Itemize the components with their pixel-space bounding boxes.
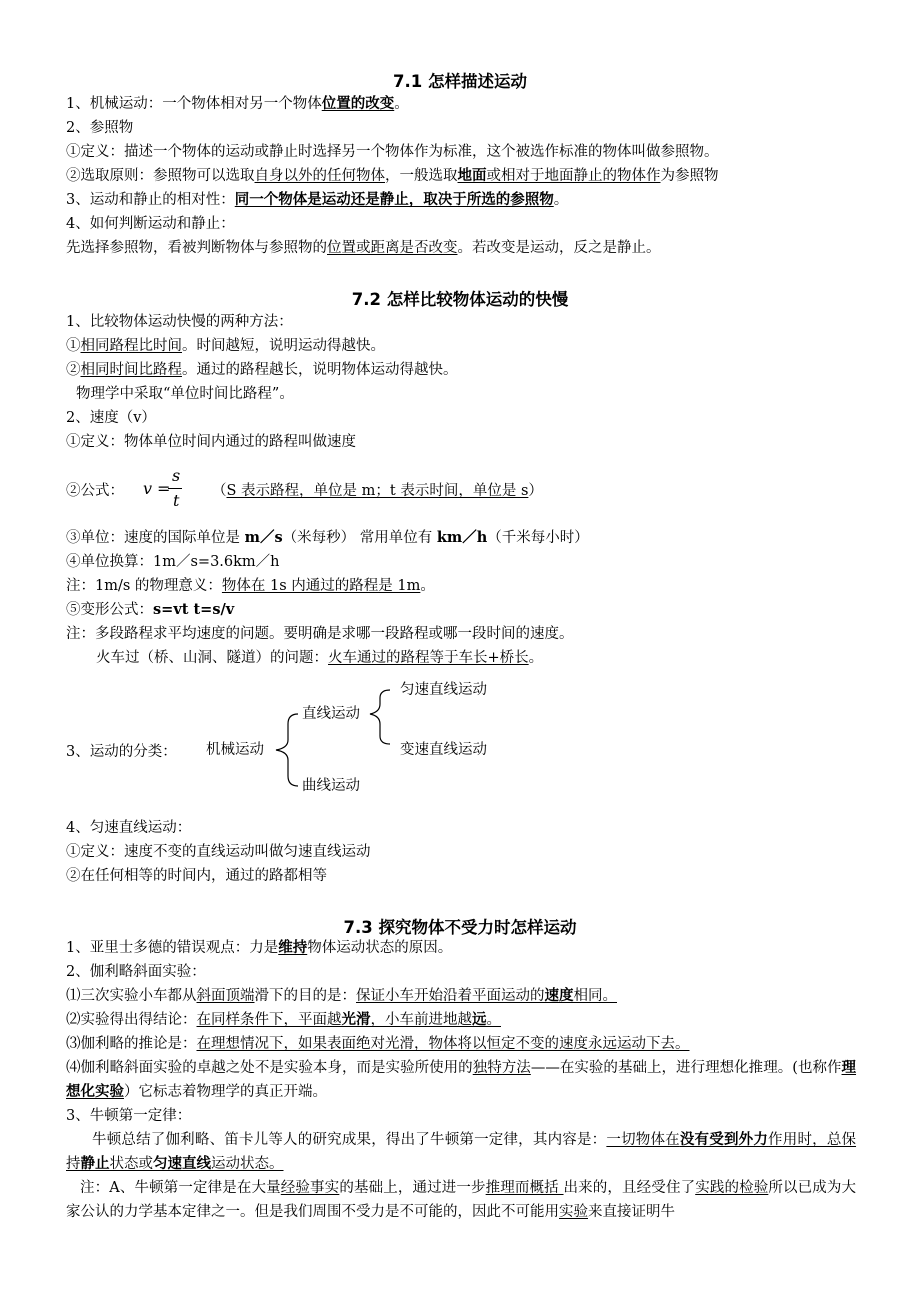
text: ⑤变形公式：	[66, 602, 153, 618]
s3-paragraph-6	[66, 1056, 856, 1104]
s2-line-1: 1、比较物体运动快慢的两种方法：	[66, 314, 293, 330]
key-phrase: 位置的改变	[321, 95, 395, 112]
key-phrase: 运动状态。	[211, 1156, 284, 1172]
text: ①	[66, 338, 81, 354]
text: （米每秒） 常用单位有	[282, 530, 437, 546]
text: ⑵实验得出得结论：	[66, 1012, 197, 1028]
key-phrase: 自身以外的任何物体	[254, 168, 385, 184]
s2-line-6: ①定义：物体单位时间内通过的路程叫做速度	[66, 434, 356, 450]
text: 物体运动状态的原因。	[307, 940, 453, 956]
text: ②选取原则：参照物可以选取	[66, 168, 255, 184]
text: 为参照物	[660, 168, 719, 184]
tree-label: 3、运动的分类：	[66, 744, 177, 760]
formula-v: v	[143, 479, 153, 498]
key-phrase: 维持	[278, 939, 308, 956]
key-phrase: 。	[486, 1012, 501, 1028]
key-phrase: 物体在 1s 内通过的路程是 1m	[221, 578, 421, 594]
s1-line-6: 4、如何判断运动和静止：	[66, 216, 235, 232]
key-phrase: 匀速直线	[153, 1155, 211, 1172]
key-phrase: 静止	[80, 1155, 110, 1172]
key-phrase: 推理而概括	[485, 1180, 564, 1196]
text: 滑下的目的是：	[254, 988, 356, 1004]
key-phrase: 在理想情况下，如果表面绝对光滑，物体将以恒定不变的速度永远运动下去。	[196, 1036, 690, 1052]
key-phrase: 理想化实验	[66, 1059, 857, 1100]
key-phrase: 实践的检验	[695, 1180, 769, 1196]
key-phrase: 相同时间比路程	[80, 362, 182, 378]
key-phrase: 保证小车开始沿着平面运动的	[356, 988, 545, 1004]
s3-paragraph-8	[66, 1128, 856, 1176]
text: 。	[394, 96, 409, 112]
text: ③单位：速度的国际单位是	[66, 530, 245, 546]
key-phrase: 位置或距离是否改变	[327, 240, 458, 256]
text: 。若改变是运动，反之是静止。	[457, 240, 661, 256]
formula-label: ②公式：	[66, 483, 124, 499]
text: 注：1m/s 的物理意义：	[66, 578, 222, 594]
key-phrase: 斜面顶端	[196, 988, 255, 1004]
key-phrase: 实验	[559, 1204, 588, 1220]
key-phrase: 或相对于	[486, 168, 545, 184]
text: ，一般选取	[385, 168, 458, 184]
key-phrase: 独特方法	[472, 1060, 531, 1076]
text: ⑷伽利略斜面实验的卓越之处不是实验本身，而是实验所使用的	[66, 1060, 473, 1076]
section-7-1-title: 7.1 怎样描述运动	[393, 72, 527, 91]
text: ⑶伽利略的推论是：	[66, 1036, 197, 1052]
text: 所以已成为大家公认的力学基本定律之一。但是我们周围不受力是不可能的，因此不可能用	[66, 1180, 857, 1220]
tree-straight: 直线运动	[302, 706, 360, 722]
text: 牛顿总结了伽利略、笛卡儿等人的研究成果，得出了牛顿第一定律，其内容是：	[92, 1132, 607, 1148]
s3-line-4	[66, 1010, 501, 1030]
text: 。时间越短，说明运动得越快。	[182, 338, 385, 354]
key-phrase: 同一个物体是运动还是静止，取决于所选的参照物	[234, 191, 554, 208]
s3-line-5	[66, 1034, 690, 1054]
text: ）	[528, 483, 543, 499]
text: 。	[420, 578, 435, 594]
s3-paragraph-9	[66, 1176, 856, 1224]
tree-root: 机械运动	[206, 742, 264, 758]
key-phrase: 状态或	[109, 1156, 153, 1172]
s3-line-1	[66, 938, 452, 958]
text: 火车过（桥、山洞、隧道）的问题：	[96, 650, 328, 666]
s1-line-3: ①定义：描述一个物体的运动或静止时选择另一个物体作为标准，这个被选作标准的物体叫做参照物。	[66, 144, 719, 160]
text: 。通过的路程越长，说明物体运动得越快。	[182, 362, 458, 378]
key-phrase: 一切物体在	[606, 1132, 680, 1148]
text: ——在实验的基础上，进行理想化推理。(也称作	[530, 1060, 842, 1076]
text: 先选择参照物，看被判断物体与参照物的	[66, 240, 327, 256]
text: 。	[528, 650, 544, 666]
s2-line-17: ②在任何相等的时间内，通过的路都相等	[66, 868, 327, 884]
text: 来直接证明牛	[588, 1204, 675, 1220]
text: （千米每小时）	[487, 530, 589, 546]
text: 3、运动和静止的相对性：	[66, 192, 235, 208]
key-phrase: 火车通过的路程等于车长+桥长	[328, 650, 529, 666]
key-phrase: 作用时，总保持	[66, 1132, 857, 1172]
tree-uniform: 匀速直线运动	[400, 682, 487, 698]
text: 出来的，且经受住了	[563, 1180, 696, 1196]
key-phrase: ，小车前进地越	[370, 1012, 472, 1028]
s2-line-4: 物理学中采取“单位时间比路程”。	[76, 386, 294, 402]
text: 。	[553, 192, 569, 208]
key-phrase: 经验事实	[280, 1180, 340, 1196]
key-phrase: 没有受到外力	[679, 1131, 769, 1148]
key-phrase: 远	[472, 1011, 487, 1028]
key-phrase: S 表示路程，单位是 m；t 表示时间，单位是 s	[226, 483, 529, 499]
tree-variable: 变速直线运动	[400, 742, 487, 758]
formula-equals: =	[157, 479, 171, 498]
key-phrase: 地面	[457, 167, 487, 184]
s3-line-7: 3、牛顿第一定律：	[66, 1108, 192, 1124]
s2-line-16: ①定义：速度不变的直线运动叫做匀速直线运动	[66, 844, 371, 860]
text: （	[212, 483, 227, 499]
section-7-3-title: 7.3 探究物体不受力时怎样运动	[343, 918, 577, 937]
text: 的基础上，通过进一步	[339, 1180, 486, 1196]
formula: s=vt t=s/v	[153, 601, 235, 618]
key-phrase: 相同路程比时间	[80, 338, 182, 354]
s2-line-9: ④单位换算：1m／s=3.6km／h	[66, 554, 280, 570]
s2-line-15: 4、匀速直线运动：	[66, 820, 192, 836]
s2-line-5: 2、速度（v）	[66, 410, 156, 426]
s3-line-3	[66, 986, 617, 1006]
key-phrase: 相同。	[573, 988, 617, 1004]
text: 1、机械运动：一个物体相对另一个物体	[66, 96, 322, 112]
key-phrase: 光滑	[341, 1011, 371, 1028]
key-phrase: 速度	[544, 987, 574, 1004]
text: ⑴三次实验小车都从	[66, 988, 197, 1004]
unit: m／s	[244, 529, 283, 546]
unit: km／h	[436, 529, 488, 546]
text: 注：A、牛顿第一定律是在大量	[80, 1180, 281, 1196]
formula-numerator: s	[172, 466, 181, 485]
key-phrase: 地面静止的物体作	[544, 168, 661, 184]
section-7-2-title: 7.2 怎样比较物体运动的快慢	[351, 290, 569, 309]
tree-curve: 曲线运动	[302, 778, 360, 794]
s1-line-2: 2、参照物	[66, 120, 134, 136]
s2-line-12: 注：多段路程求平均速度的问题。要明确是求哪一段路程或哪一段时间的速度。	[66, 626, 574, 642]
s3-line-2: 2、伽利略斜面实验：	[66, 964, 206, 980]
key-phrase: 在同样条件下，平面越	[196, 1012, 342, 1028]
formula-denominator: t	[173, 491, 180, 510]
text: ②	[66, 362, 81, 378]
text: 1、亚里士多德的错误观点：力是	[66, 940, 279, 956]
text: ）它标志着物理学的真正开端。	[124, 1084, 327, 1100]
